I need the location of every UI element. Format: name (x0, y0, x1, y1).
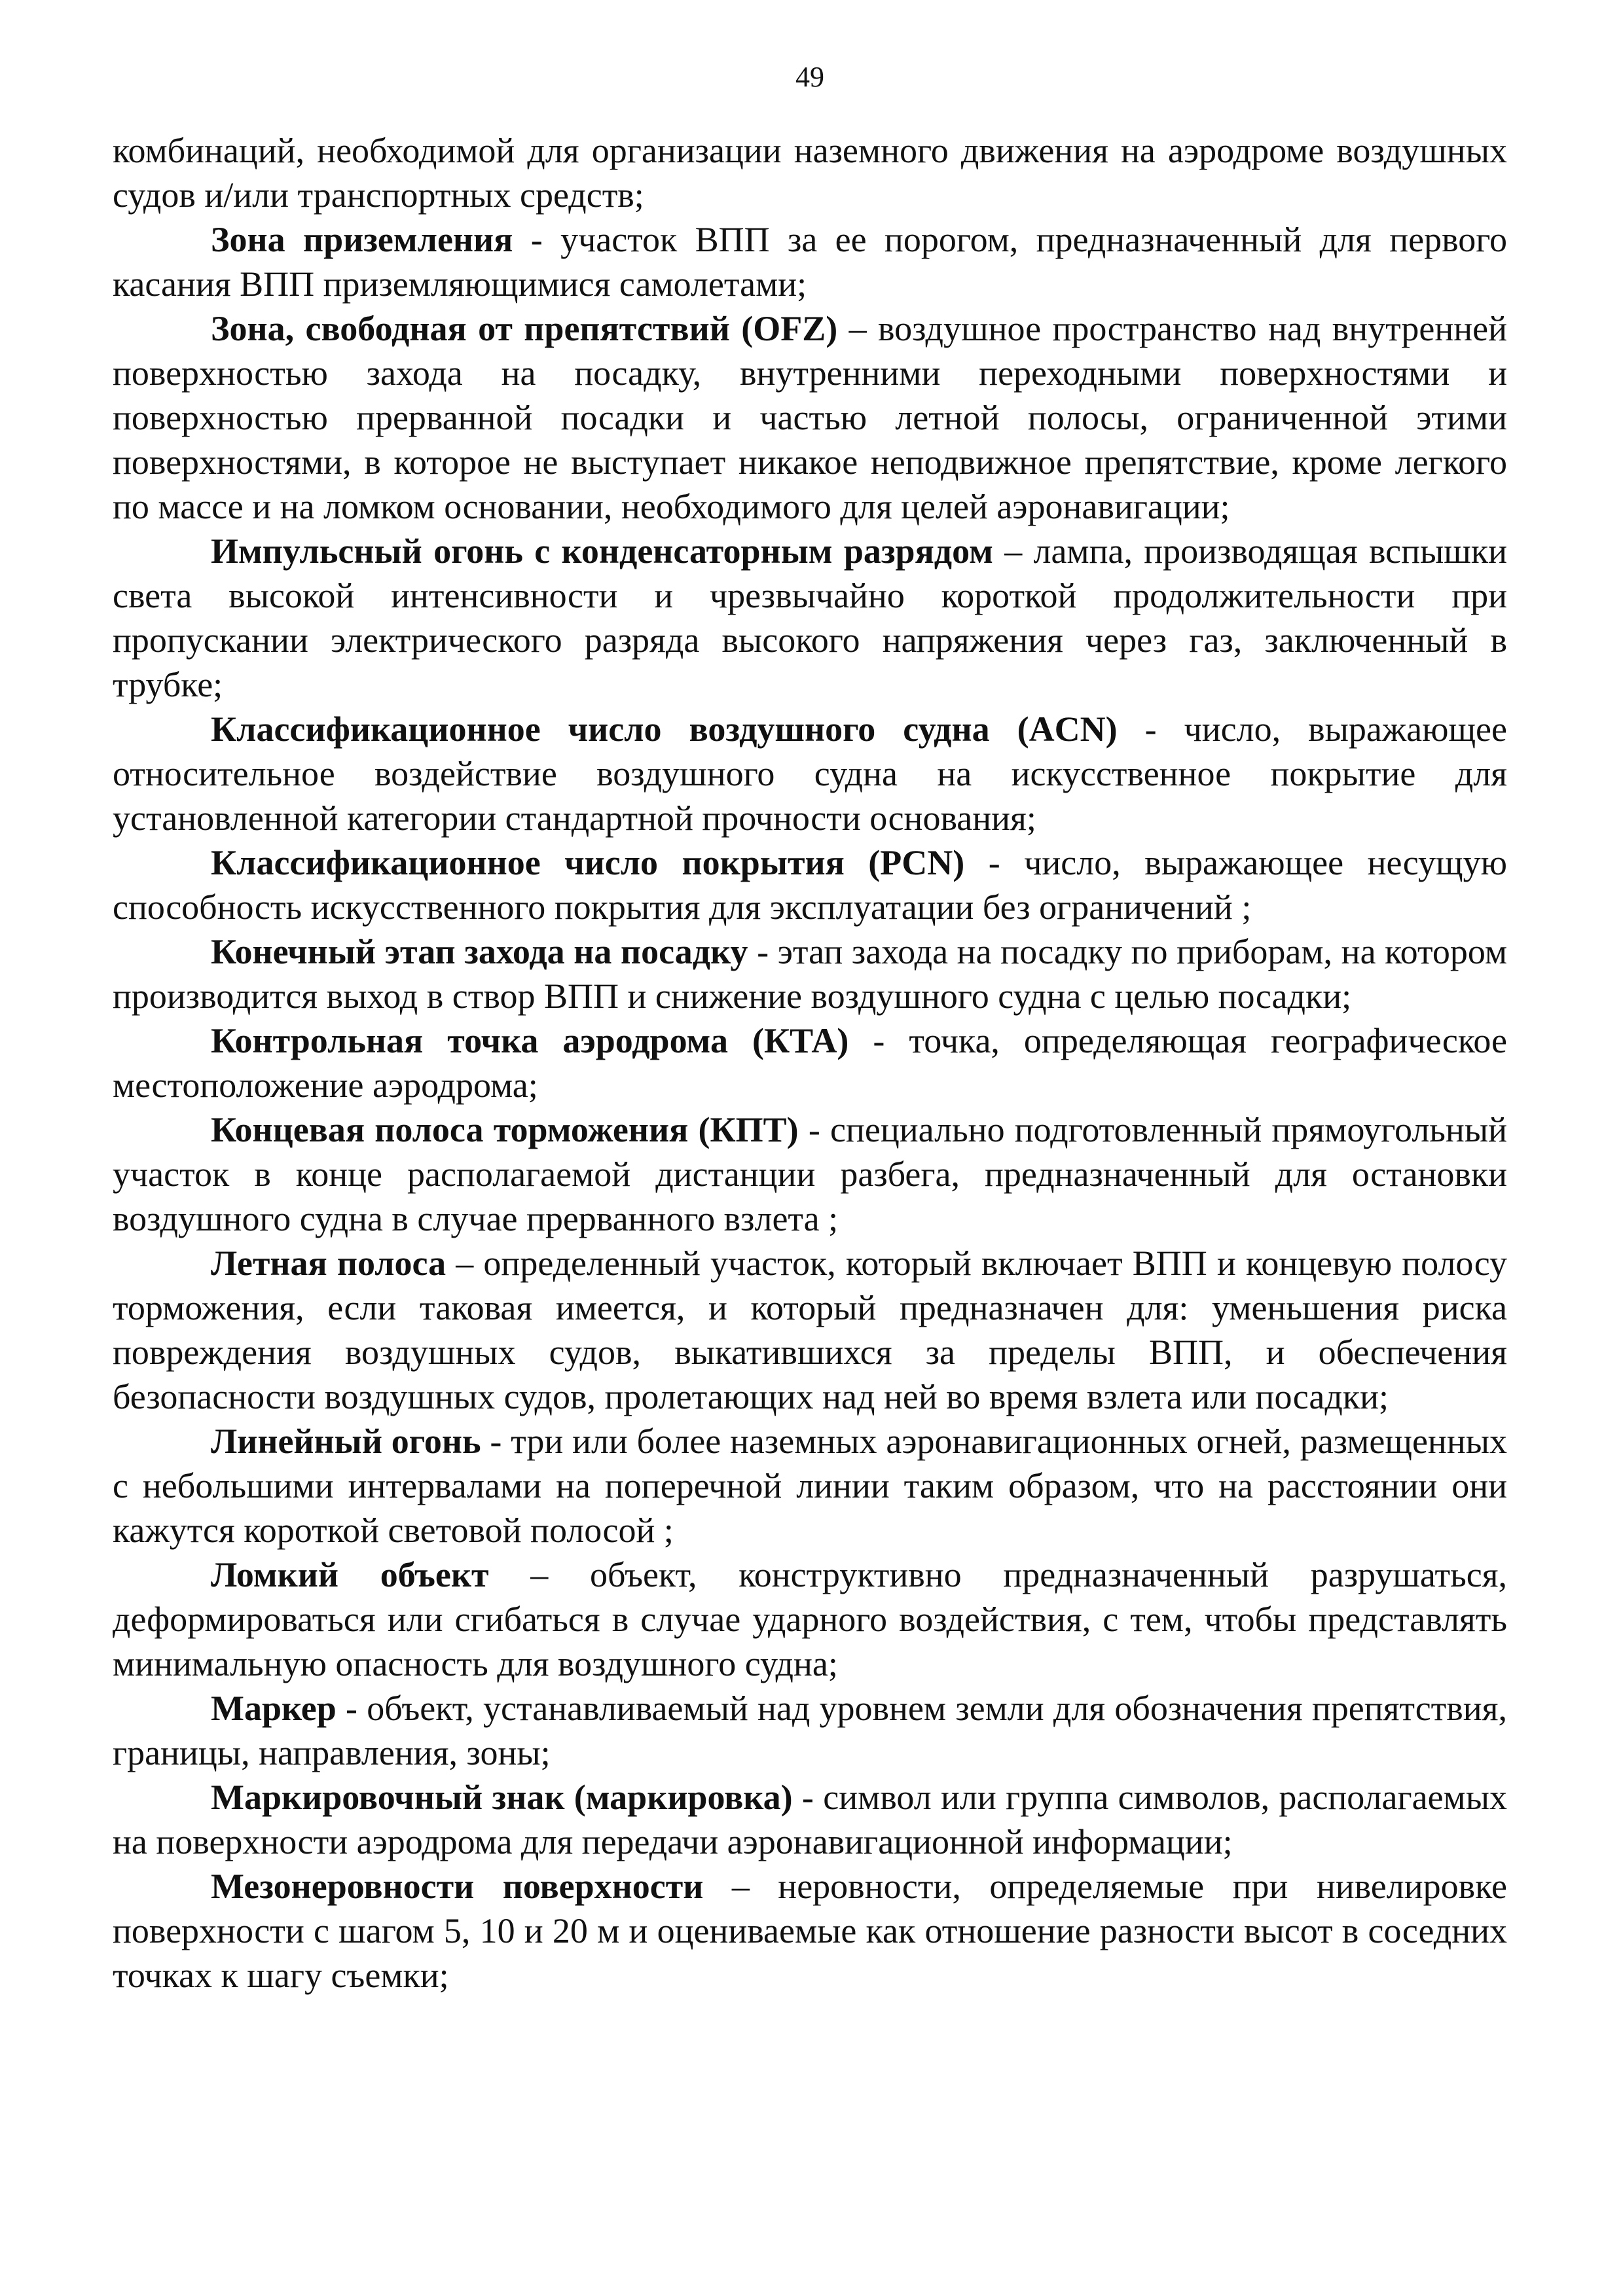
definition-paragraph (113, 707, 1507, 840)
definition-term: Импульсный огонь с конденсаторным разрядом (211, 531, 993, 571)
definition-text: - три или более наземных аэронавигационных огней, размещенных с небольшими интервалами на поперечной линии таким образом, что на расстоянии они кажутся короткой световой полосой ; (113, 1422, 1507, 1550)
definition-paragraph (113, 1775, 1507, 1864)
definition-term: Классификационное число воздушного судна (ACN) (211, 709, 1118, 749)
definition-paragraph (113, 529, 1507, 707)
definition-term: Ломкий объект (211, 1555, 489, 1594)
definition-text: - точка, определяющая географическое местоположение аэродрома; (113, 1021, 1508, 1105)
definition-paragraph (113, 306, 1507, 529)
definition-term: Летная полоса (211, 1244, 447, 1283)
definition-term: Контрольная точка аэродрома (КТА) (211, 1021, 849, 1060)
definition-paragraph (113, 1107, 1507, 1241)
definition-text: – неровности, определяемые при нивелировке поверхности с шагом 5, 10 и 20 м и оцениваемые как отношение разности высот в соседних точках к шагу съемки; (113, 1867, 1507, 1995)
definition-term: Маркер (211, 1689, 337, 1728)
definition-text: - специально подготовленный прямоугольный участок в конце располагаемой дистанции разбега, предназначенный для остановки воздушного судна в случае прерванного взлета ; (113, 1110, 1508, 1238)
page-number: 49 (795, 61, 824, 93)
definition-term: Классификационное число покрытия (PCN) (211, 843, 965, 882)
definition-paragraph (113, 1552, 1507, 1686)
definition-term: Маркировочный знак (маркировка) (211, 1778, 793, 1817)
definition-term: Мезонеровности поверхности (211, 1867, 704, 1906)
definition-text: - число, выражающее несущую способность искусственного покрытия для эксплуатации без ограничений ; (113, 843, 1507, 927)
definition-term: Концевая полоса торможения (КПТ) (211, 1110, 799, 1149)
document-page (113, 63, 1507, 1998)
definition-text: – лампа, производящая вспышки света высокой интенсивности и чрезвычайно короткой продолжительности при пропускании электрического разряда высокого напряжения через газ, заключенный в трубке; (113, 531, 1507, 704)
definition-text: – воздушное пространство над внутренней поверхностью захода на посадку, внутренними переходными поверхностями и поверхностью прерванной посадки и частью летной полосы, ограниченной этими поверхностями, в которое не выступает никакое неподвижное препятствие, кроме легкого по массе и на ломком основании, необходимого для целей аэронавигации; (113, 309, 1508, 526)
definition-paragraph (113, 840, 1507, 929)
definition-text: – определенный участок, который включает ВПП и концевую полосу торможения, если таковая имеется, и который предназначен для: уменьшения риска повреждения воздушных судов, выкатившихся за пределы ВПП, и обеспечения безопасности воздушных судов, пролетающих над ней во время взлета или посадки; (113, 1244, 1507, 1416)
definition-paragraph (113, 1419, 1507, 1552)
definition-term: Зона, свободная от препятствий (OFZ) (211, 309, 838, 348)
definition-paragraph (113, 1686, 1507, 1775)
definition-term: Линейный огонь (211, 1422, 481, 1461)
intro-paragraph: комбинаций, необходимой для организации наземного движения на аэродроме воздушных судов и/или транспортных средств; (113, 131, 1507, 215)
definition-paragraph (113, 1241, 1507, 1419)
definition-term: Конечный этап захода на посадку (211, 932, 748, 971)
definition-paragraph (113, 1864, 1507, 1998)
definition-term: Зона приземления (211, 220, 513, 259)
page-content (113, 128, 1507, 1998)
definition-paragraph (113, 929, 1507, 1018)
definition-paragraph (113, 1018, 1507, 1107)
definition-paragraph (113, 217, 1507, 306)
definition-text: - число, выражающее относительное воздействие воздушного судна на искусственное покрытие для установленной категории стандартной прочности основания; (113, 709, 1507, 838)
definition-text: - этап захода на посадку по приборам, на котором производится выход в створ ВПП и снижение воздушного судна с целью посадки; (113, 932, 1507, 1016)
definition-text: - объект, устанавливаемый над уровнем земли для обозначения препятствия, границы, направления, зоны; (113, 1689, 1507, 1772)
definition-text: - символ или группа символов, располагаемых на поверхности аэродрома для передачи аэронавигационной информации; (113, 1778, 1507, 1861)
definition-text: – объект, конструктивно предназначенный разрушаться, деформироваться или сгибаться в случае ударного воздействия, с тем, чтобы представлять минимальную опасность для воздушного судна; (113, 1555, 1508, 1683)
definition-text: - участок ВПП за ее порогом, предназначенный для первого касания ВПП приземляющимися самолетами; (113, 220, 1508, 304)
